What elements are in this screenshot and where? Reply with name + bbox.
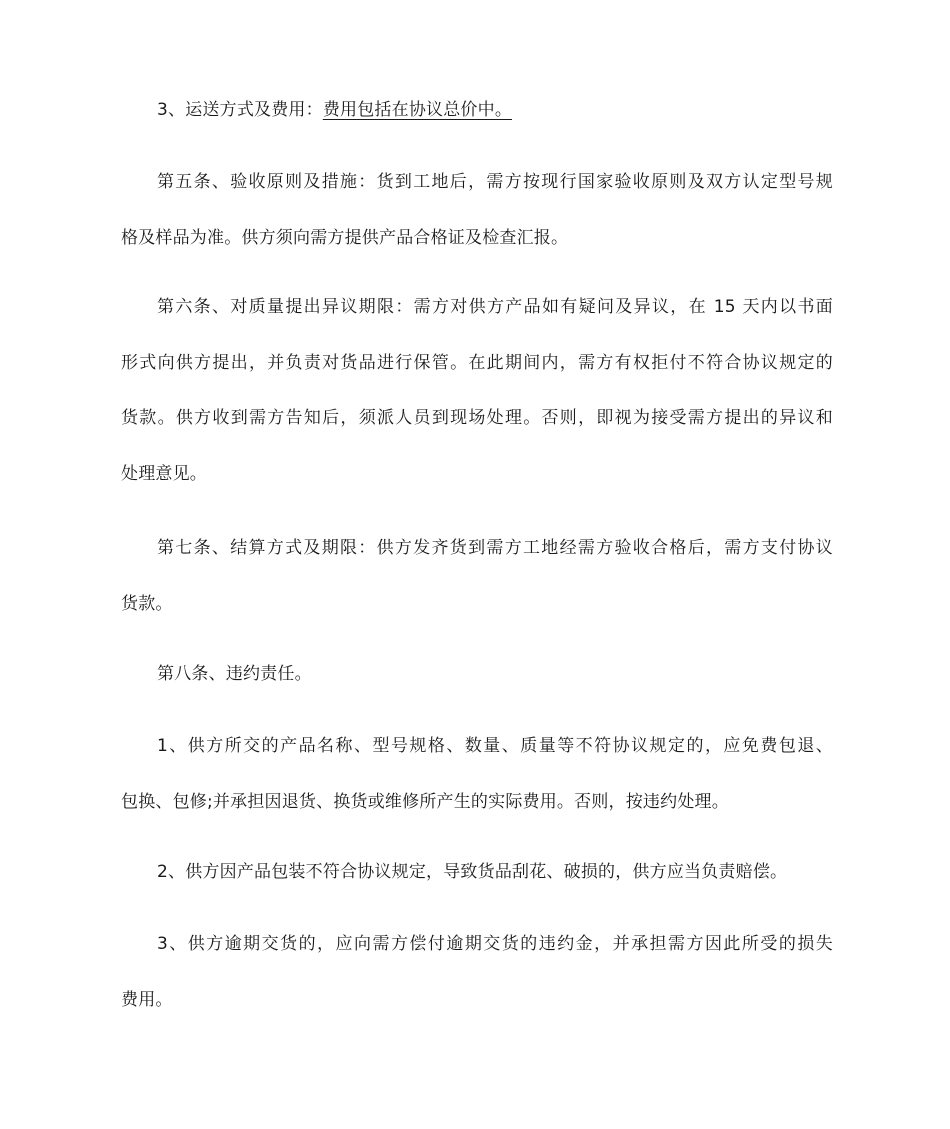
article7-line2: 货款。 [121, 594, 173, 614]
transport-value: 费用包括在协议总价中。 [322, 100, 513, 120]
article8-item1-line1: 1、供方所交的产品名称、型号规格、数量、质量等不符协议规定的，应免费包退、 [157, 736, 833, 756]
transport-label: 3、运送方式及费用： [157, 100, 323, 120]
article6-line3: 货款。供方收到需方告知后，须派人员到现场处理。否则，即视为接受需方提出的异议和 [121, 408, 833, 428]
article7-line1: 第七条、结算方式及期限：供方发齐货到需方工地经需方验收合格后，需方支付协议 [157, 538, 833, 558]
transport-clause [157, 99, 833, 121]
article5-line1: 第五条、验收原则及措施：货到工地后，需方按现行国家验收原则及双方认定型号规 [157, 172, 833, 192]
article8-item2: 2、供方因产品包装不符合协议规定，导致货品刮花、破损的，供方应当负责赔偿。 [157, 862, 788, 882]
article6-line2: 形式向供方提出，并负责对货品进行保管。在此期间内，需方有权拒付不符合协议规定的 [121, 353, 833, 373]
article8-item3-line2: 费用。 [121, 990, 173, 1010]
article6-line1: 第六条、对质量提出异议期限：需方对供方产品如有疑问及异议，在 15 天内以书面 [157, 297, 833, 317]
article5-line2: 格及样品为准。供方须向需方提供产品合格证及检查汇报。 [121, 228, 569, 248]
article6-line4: 处理意见。 [121, 464, 207, 484]
article8-heading: 第八条、违约责任。 [157, 664, 312, 684]
article8-item1-line2: 包换、包修;并承担因退货、换货或维修所产生的实际费用。否则，按违约处理。 [121, 792, 729, 812]
article8-item3-line1: 3、供方逾期交货的，应向需方偿付逾期交货的违约金，并承担需方因此所受的损失 [157, 934, 833, 954]
